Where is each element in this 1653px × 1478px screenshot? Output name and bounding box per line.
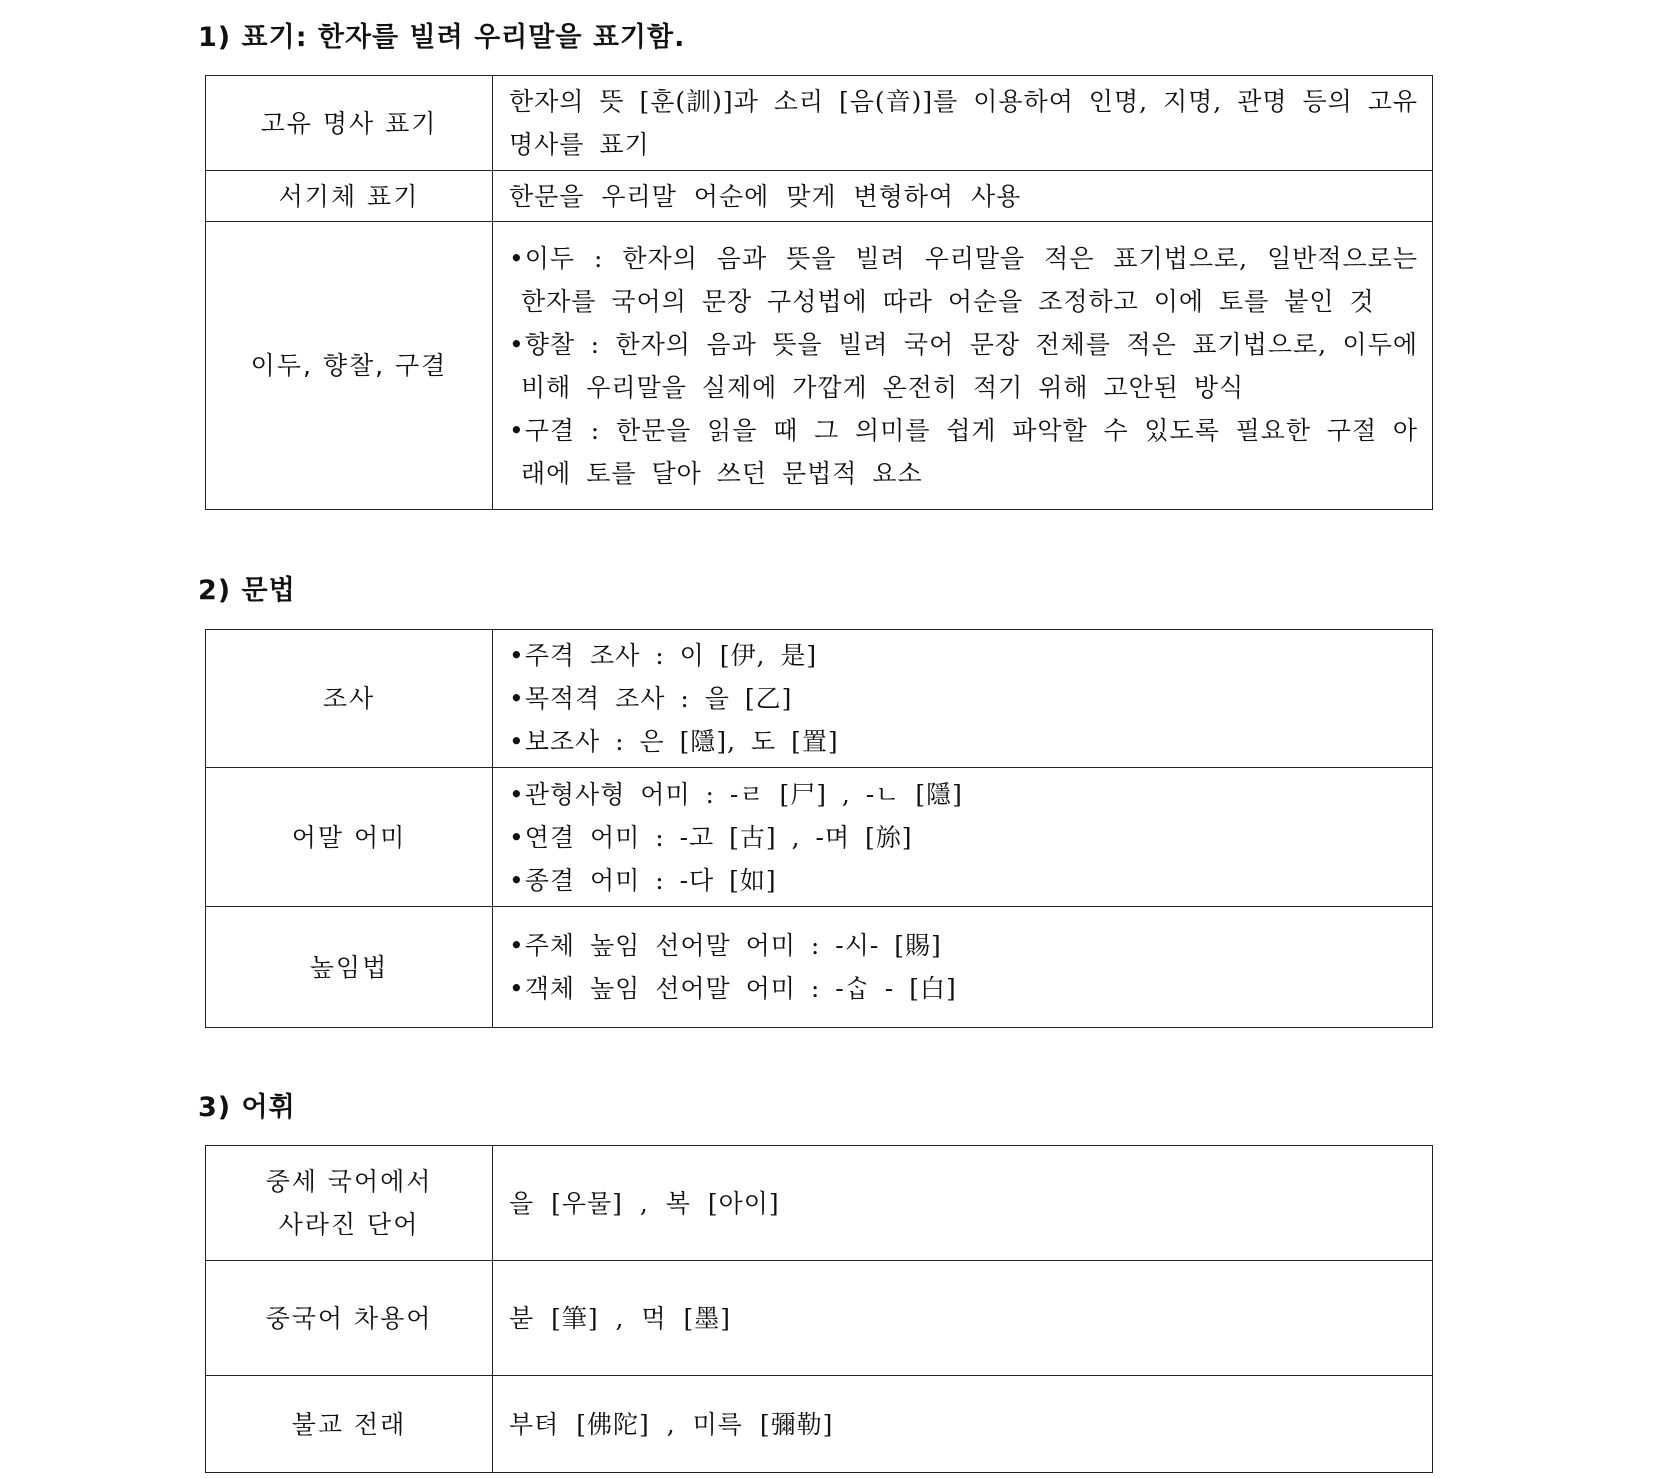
table-row bbox=[206, 171, 1433, 222]
row-content bbox=[493, 630, 1433, 768]
table-row bbox=[206, 76, 1433, 171]
list-item: •이두 : 한자의 음과 뜻을 빌려 우리말을 적은 표기법으로, 일반적으로는 한자를 국어의 문장 구성법에 따라 어순을 조정하고 이에 토를 붙인 것 bbox=[509, 243, 1418, 316]
section-title-grammar: 2) 문법 bbox=[198, 575, 296, 606]
table-row bbox=[206, 907, 1433, 1028]
list-item: •종결 어미 : -다 [如] bbox=[509, 865, 777, 895]
list-item: •향찰 : 한자의 음과 뜻을 빌려 국어 문장 전체를 적은 표기법으로, 이두에 비해 우리말을 실제에 가깝게 온전히 적기 위해 고안된 방식 bbox=[509, 329, 1418, 402]
row-content: 부텨 [佛陀] , 미륵 [彌勒] bbox=[493, 1376, 1433, 1473]
row-label: 높임법 bbox=[206, 907, 493, 1028]
table-row bbox=[206, 1146, 1433, 1261]
row-label-line: 중세 국어에서 bbox=[265, 1167, 433, 1196]
section-title-notation: 1) 표기: 한자를 빌려 우리말을 표기함. bbox=[198, 22, 686, 53]
list-item: •관형사형 어미 : -ㄹ [尸] , -ㄴ [隱] bbox=[509, 779, 963, 809]
row-content bbox=[493, 768, 1433, 907]
notation-table bbox=[205, 75, 1433, 510]
row-label: 어말 어미 bbox=[206, 768, 493, 907]
row-label: 조사 bbox=[206, 630, 493, 768]
table-row bbox=[206, 1376, 1433, 1473]
row-content: 한문을 우리말 어순에 맞게 변형하여 사용 bbox=[493, 171, 1433, 222]
list-item: •연결 어미 : -고 [古] , -며 [旀] bbox=[509, 822, 913, 852]
table-row bbox=[206, 768, 1433, 907]
table-row bbox=[206, 630, 1433, 768]
list-item: •보조사 : 은 [隱], 도 [置] bbox=[509, 727, 839, 756]
vocabulary-table bbox=[205, 1145, 1433, 1473]
row-label: 서기체 표기 bbox=[206, 171, 493, 222]
section-title-vocabulary: 3) 어휘 bbox=[198, 1092, 296, 1123]
row-label: 이두, 향찰, 구결 bbox=[206, 222, 493, 510]
row-content bbox=[493, 222, 1433, 510]
row-label: 중국어 차용어 bbox=[206, 1261, 493, 1376]
list-item: •목적격 조사 : 을 [乙] bbox=[509, 684, 793, 713]
row-content: 을 [우물] , 복 [아이] bbox=[493, 1146, 1433, 1261]
list-item: •주체 높임 선어말 어미 : -시- [賜] bbox=[509, 931, 942, 960]
table-row bbox=[206, 222, 1433, 510]
row-content: 붇 [筆] , 먹 [墨] bbox=[493, 1261, 1433, 1376]
row-label: 불교 전래 bbox=[206, 1376, 493, 1473]
grammar-table bbox=[205, 629, 1433, 1028]
list-item: •객체 높임 선어말 어미 : -ᄉᆞᆸ - [白] bbox=[509, 974, 957, 1003]
list-item: •주격 조사 : 이 [伊, 是] bbox=[509, 641, 818, 670]
row-label: 고유 명사 표기 bbox=[206, 76, 493, 171]
row-label-line: 사라진 단어 bbox=[278, 1210, 420, 1239]
row-content: 한자의 뜻 [훈(訓)]과 소리 [음(音)]를 이용하여 인명, 지명, 관명 등의 고유 명사를 표기 bbox=[493, 76, 1433, 171]
list-item: •구결 : 한문을 읽을 때 그 의미를 쉽게 파악할 수 있도록 필요한 구절 아래에 토를 달아 쓰던 문법적 요소 bbox=[509, 415, 1418, 488]
row-label bbox=[206, 1146, 493, 1261]
row-content bbox=[493, 907, 1433, 1028]
table-row bbox=[206, 1261, 1433, 1376]
